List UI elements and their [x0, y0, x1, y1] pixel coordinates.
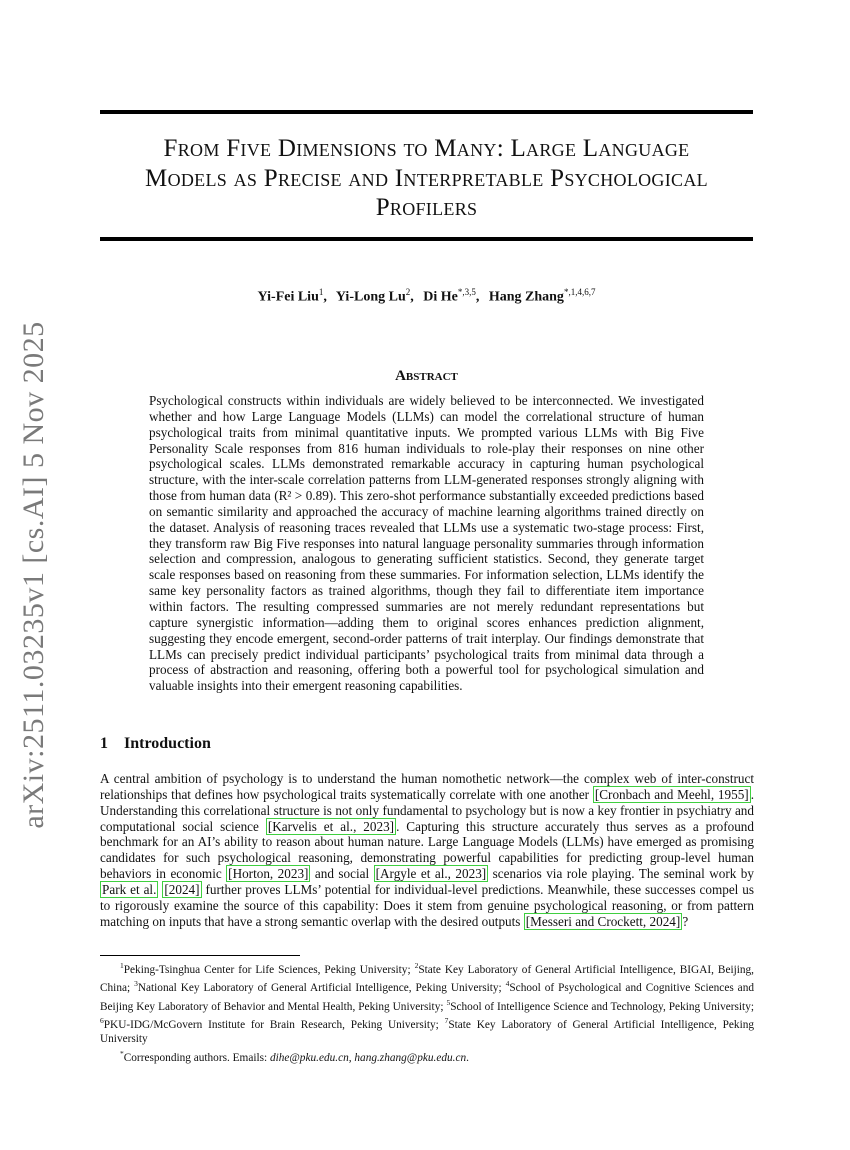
author-name: Yi-Long Lu [335, 289, 406, 305]
arxiv-identifier: arXiv:2511.03235v1 [cs.AI] 5 Nov 2025 [17, 321, 50, 829]
section-number: 1 [100, 735, 108, 752]
title-line-1: From Five Dimensions to Many: Large Language [163, 135, 690, 162]
intro-text: and social [310, 866, 374, 882]
affiliation-4: School of Psychological and Cognitive Sciences and Beijing Key Laboratory of Behavior and Mental Health, Peking University; [100, 982, 754, 1013]
citation-link[interactable]: [2024] [164, 881, 200, 897]
author-list: Yi-Fei Liu$^1$, Yi-Long Lu$^2$, Di $He^{*,3,5}$, Hang Zhang$^{*,1,4,6,7}$ [257, 287, 596, 305]
intro-text: A central ambition of psychology is to understand the human nomothetic network—the complex web of inter-construct relationships that defines how psychological traits systematically correlate with one another [100, 771, 754, 802]
citation-link[interactable]: [Karvelis et al., 2023] [267, 818, 395, 834]
title-line-3: Profilers [375, 194, 478, 221]
section-title: Introduction [124, 735, 211, 752]
abstract-text: Psychological constructs within individuals are widely believed to be interconnected. We investigated whether and how Large Language Models (LLMs) can model the correlational structure of human psychological traits from minimal quantitative inputs. We prompted various LLMs with Big Five Personality Scale responses from 816 human individuals to role-play their responses on nine other psychological scales. LLMs demonstrated remarkable accuracy in capturing human psychological structure, with the inter-scale correlation patterns from LLM-generated responses strongly aligning with those from human data (R² > 0.89). This zero-shot performance substantially exceeded predictions based on semantic similarity and approached the accuracy of machine learning algorithms trained directly on the dataset. Analysis of reasoning traces revealed that LLMs use a systematic two-stage process: First, they transform raw Big Five responses into natural language personality summaries through information selection and compression, analogous to generating sufficient statistics. Second, they generate target scale responses based on reasoning from these summaries. For information selection, LLMs identify the same key personality factors as trained algorithms, though they fail to differentiate item importance within factors. The resulting compressed summaries are not merely redundant representations but capture synergistic information—adding them to original scores enhances prediction alignment, suggesting they encode emergent, second-order patterns of trait interplay. Our findings demonstrate that LLMs can precisely predict individual participants’ psychological traits from minimal data through a process of abstraction and reasoning, offering both a powerful tool for psychological simulation and valuable insights into their emergent reasoning capabilities. [149, 393, 704, 694]
section-heading [100, 735, 211, 753]
citation-link[interactable]: Park et al. [102, 881, 157, 897]
title-line-2: Models as Precise and Interpretable Psychological [145, 164, 708, 192]
author-affiliation: *,3,5 [457, 287, 476, 297]
corresponding-footnote: *Corresponding authors. Emails: dihe@pku.edu.cn, hang.zhang@pku.edu.cn. [120, 1049, 469, 1064]
abstract-heading: Abstract [395, 368, 458, 384]
corresponding-emails[interactable]: dihe@pku.edu.cn, hang.zhang@pku.edu.cn [269, 1051, 467, 1064]
footnote-rule [100, 955, 300, 956]
affiliation-7: State Key Laboratory of General Artificial Intelligence, Peking University [100, 1018, 754, 1046]
intro-text: further proves LLMs’ potential for individual-level predictions. Meanwhile, these successes compel us to rigorously examine the source of this capability: Does it stem from genuine psychological reasoning, or from pattern matching on inputs that have a strong semantic overlap with the desired outputs [100, 881, 755, 929]
intro-text: . Understanding this correlational structure is not only fundamental to psychology but is now a key frontier in psychiatry and computational social science [100, 786, 754, 834]
affiliation-5: School of Intelligence Science and Technology, Peking University; [450, 1000, 754, 1013]
author-name: Yi-Fei Liu [257, 289, 319, 305]
intro-text: ? [682, 913, 689, 929]
citation-link[interactable]: [Argyle et al., 2023] [375, 866, 487, 882]
title-bottom-rule [100, 237, 753, 241]
affiliation-3: National Key Laboratory of General Artificial Intelligence, Peking University; [137, 982, 506, 995]
affiliation-1: Peking-Tsinghua Center for Life Sciences, Peking University; [123, 963, 415, 976]
paper-title [100, 134, 753, 223]
corresponding-label: Corresponding authors. Emails: [123, 1051, 270, 1064]
affiliation-footnote: $^1$Peking-Tsinghua Center for Life Sciences, Peking University; $^2$State Key Laboratory of General Artificial Intelligence, BIGAI, Beijing, China; $^3$National Key Laboratory of General Artificial Intelligence, Peking University; $^4$School of Psychological and Cognitive Sciences and Beijing Key Laboratory of Behavior and Mental Health, Peking University; $^5$School of Intelligence Science and Technology, Peking University; $^6$PKU-IDG/McGovern Institute for Brain Research, Peking University; $^7$State Key Laboratory of General Artificial Intelligence, Peking University [100, 961, 754, 1046]
author-name: Hang Zhang [488, 289, 564, 305]
author-name: Di He [423, 289, 458, 305]
citation-link[interactable]: [Messeri and Crockett, 2024] [525, 913, 681, 929]
citation-link[interactable]: [Horton, 2023] [228, 866, 309, 882]
author-affiliation: 1 [318, 287, 324, 297]
author-affiliation: *,1,4,6,7 [563, 287, 596, 297]
footnote-period: . [466, 1051, 469, 1064]
intro-text: scenarios via role playing. The seminal work by [488, 866, 754, 882]
author-affiliation: 2 [405, 287, 411, 297]
footnotes [100, 959, 754, 1065]
title-top-rule [100, 110, 753, 114]
affiliation-6: PKU-IDG/McGovern Institute for Brain Research, Peking University; [103, 1018, 445, 1031]
citation-link[interactable]: [Cronbach and Meehl, 1955] [594, 786, 749, 802]
intro-text: . Capturing this structure accurately thus serves as a profound benchmark for an AI’s ability to reason about human nature. Large Language Models (LLMs) have emerged as promising candidates for such psychological reasoning, demonstrating powerful capabilities for predicting group-level human behaviors in economic [100, 818, 754, 882]
introduction-paragraph [100, 771, 754, 929]
affiliation-2: State Key Laboratory of General Artificial Intelligence, BIGAI, Beijing, China; [100, 963, 754, 995]
